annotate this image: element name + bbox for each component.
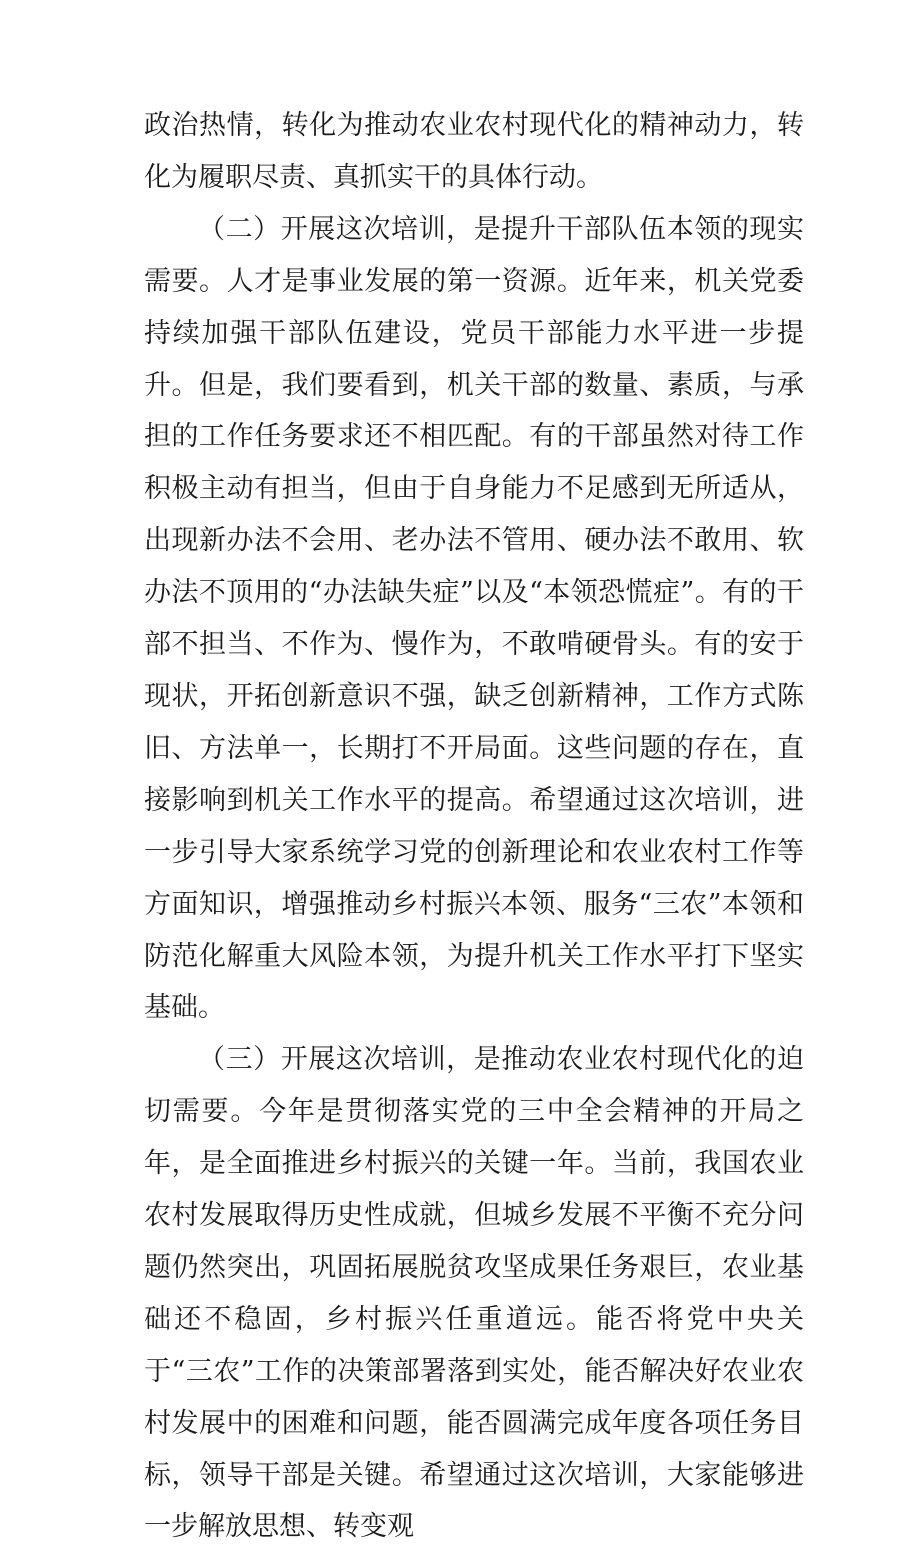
- paragraph-section-two: （二）开展这次培训，是提升干部队伍本领的现实需要。人才是事业发展的第一资源。近年来，机关党委持续加强干部队伍建设，党员干部能力水平进一步提升。但是，我们要看到，机关干部的数量、素质，与承担的工作任务要求还不相匹配。有的干部虽然对待工作积极主动有担当，但由于自身能力不足感到无所适从，出现新办法不会用、老办法不管用、硬办法不敢用、软办法不顶用的“办法缺失症”以及“本领恐慌症”。有的干部不担当、不作为、慢作为，不敢啃硬骨头。有的安于现状，开拓创新意识不强，缺乏创新精神，工作方式陈旧、方法单一，长期打不开局面。这些问题的存在，直接影响到机关工作水平的提高。希望通过这次培训，进一步引导大家系统学习党的创新理论和农业农村工作等方面知识，增强推动乡村振兴本领、服务“三农”本领和防范化解重大风险本领，为提升机关工作水平打下坚实基础。: [144, 213, 804, 1024]
- paragraph-section-three: （三）开展这次培训，是推动农业农村现代化的迫切需要。今年是贯彻落实党的三中全会精神的开局之年，是全面推进乡村振兴的关键一年。当前，我国农业农村发展取得历史性成就，但城乡发展不平衡不充分问题仍然突出，巩固拓展脱贫攻坚成果任务艰巨，农业基础还不稳固，乡村振兴任重道远。能否将党中央关于“三农”工作的决策部署落到实处，能否解决好农业农村发展中的困难和问题，能否圆满完成年度各项任务目标，领导干部是关键。希望通过这次培训，大家能够进一步解放思想、转变观: [144, 1044, 804, 1543]
- paragraph-continuation: 政治热情，转化为推动农业农村现代化的精神动力，转化为履职尽责、真抓实干的具体行动。: [144, 110, 804, 193]
- document-body: [144, 100, 804, 1553]
